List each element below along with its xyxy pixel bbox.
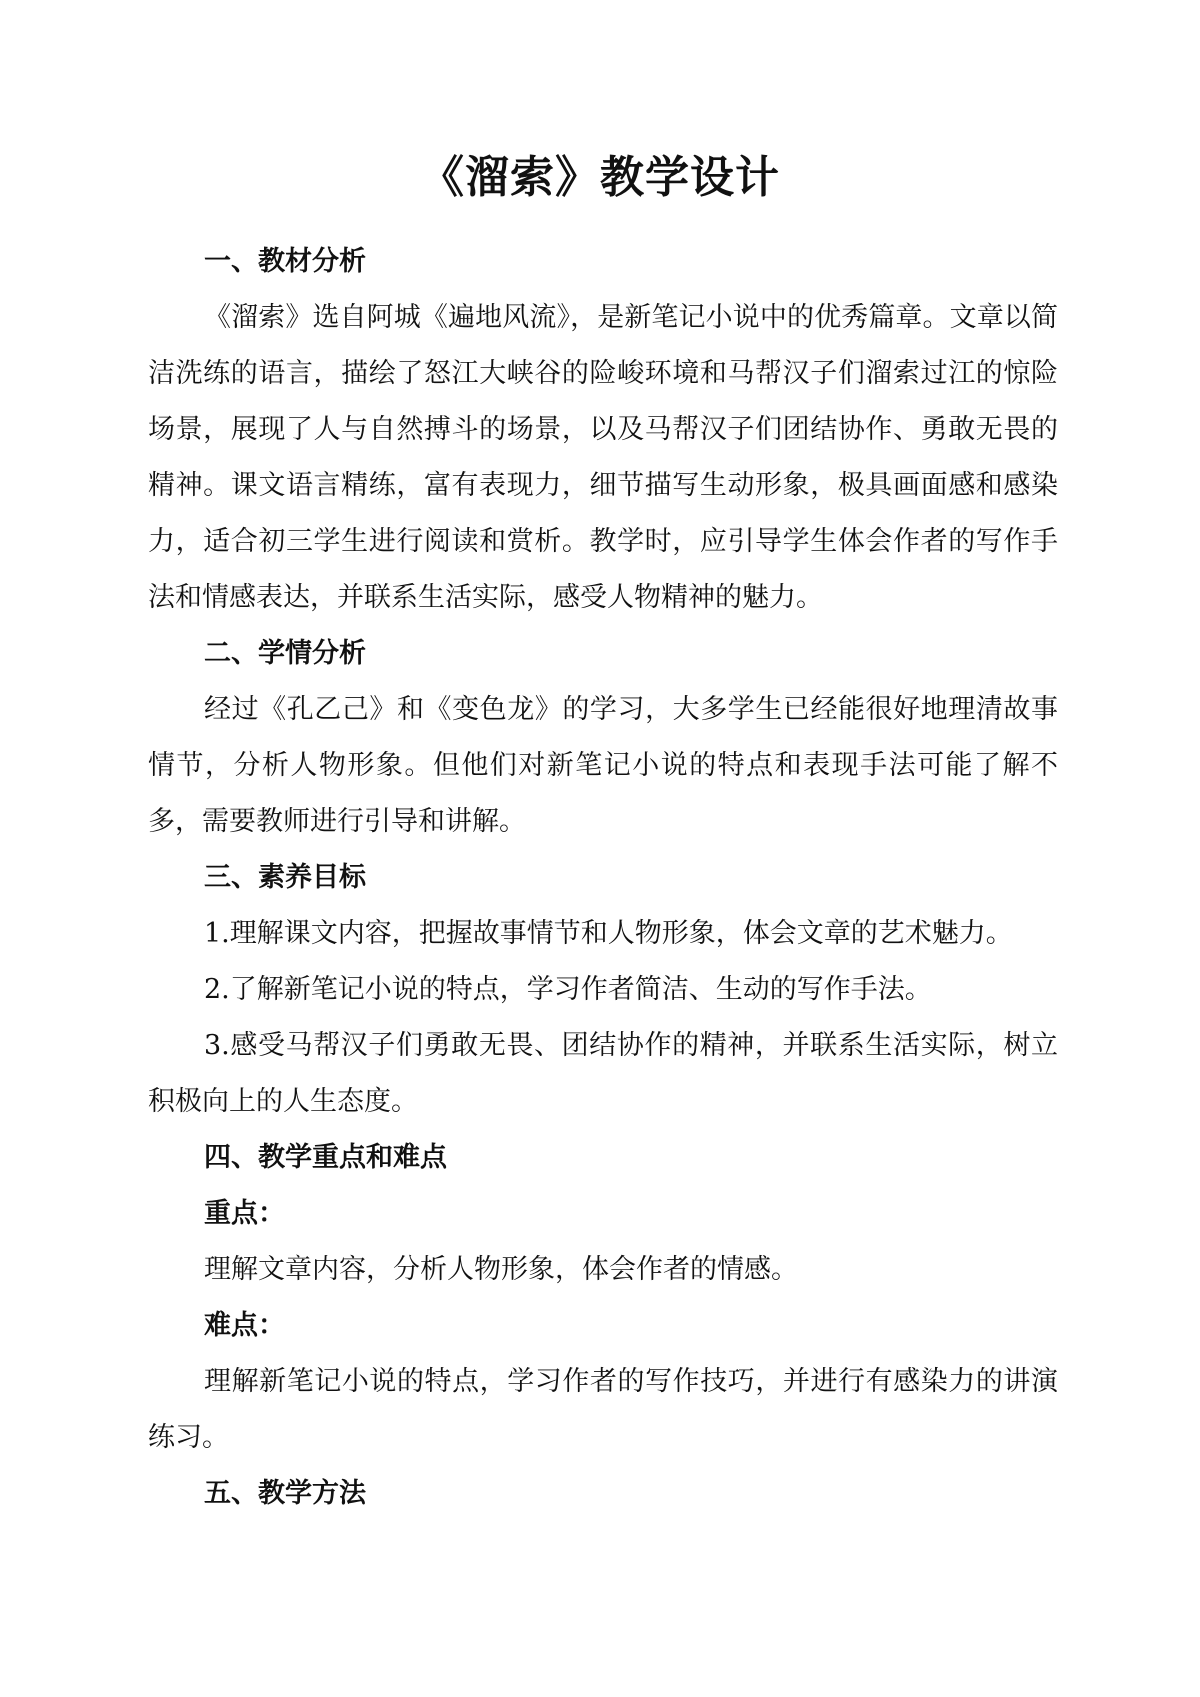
paragraph-textbook-analysis: 《溜索》选自阿城《遍地风流》，是新笔记小说中的优秀篇章。文章以简洁洗练的语言，描绘了怒江大峡谷的险峻环境和马帮汉子们溜索过江的惊险场景，展现了人与自然搏斗的场景，以及马帮汉子们团结协作、勇敢无畏的精神。课文语言精练，富有表现力，细节描写生动形象，极具画面感和感染力，适合初三学生进行阅读和赏析。教学时，应引导学生体会作者的写作手法和情感表达，并联系生活实际，感受人物精神的魅力。 [148, 302, 1058, 613]
key-points-text: 理解文章内容，分析人物形象，体会作者的情感。 [204, 1254, 798, 1285]
document-title: 《溜索》教学设计 [420, 152, 780, 203]
section-heading-teaching-methods: 五、教学方法 [204, 1478, 366, 1509]
paragraph-student-analysis: 经过《孔乙己》和《变色龙》的学习，大多学生已经能很好地理清故事情节，分析人物形象。但他们对新笔记小说的特点和表现手法可能了解不多，需要教师进行引导和讲解。 [148, 694, 1058, 837]
section-heading-textbook-analysis: 一、教材分析 [204, 246, 366, 277]
document-body [148, 234, 1058, 1522]
goal-item-2: 2.了解新笔记小说的特点，学习作者简洁、生动的写作手法。 [204, 974, 932, 1005]
goal-item-3: 3.感受马帮汉子们勇敢无畏、团结协作的精神，并联系生活实际，树立积极向上的人生态度。 [148, 1030, 1058, 1117]
section-heading-key-and-difficult-points: 四、教学重点和难点 [204, 1142, 447, 1173]
goal-item-1: 1.理解课文内容，把握故事情节和人物形象，体会文章的艺术魅力。 [204, 918, 1013, 949]
difficult-points-text: 理解新笔记小说的特点，学习作者的写作技巧，并进行有感染力的讲演练习。 [148, 1366, 1058, 1453]
section-heading-student-analysis: 二、学情分析 [204, 638, 366, 669]
difficult-points-label: 难点： [204, 1310, 285, 1341]
section-heading-literacy-goals: 三、素养目标 [204, 862, 366, 893]
key-points-label: 重点： [204, 1198, 285, 1229]
